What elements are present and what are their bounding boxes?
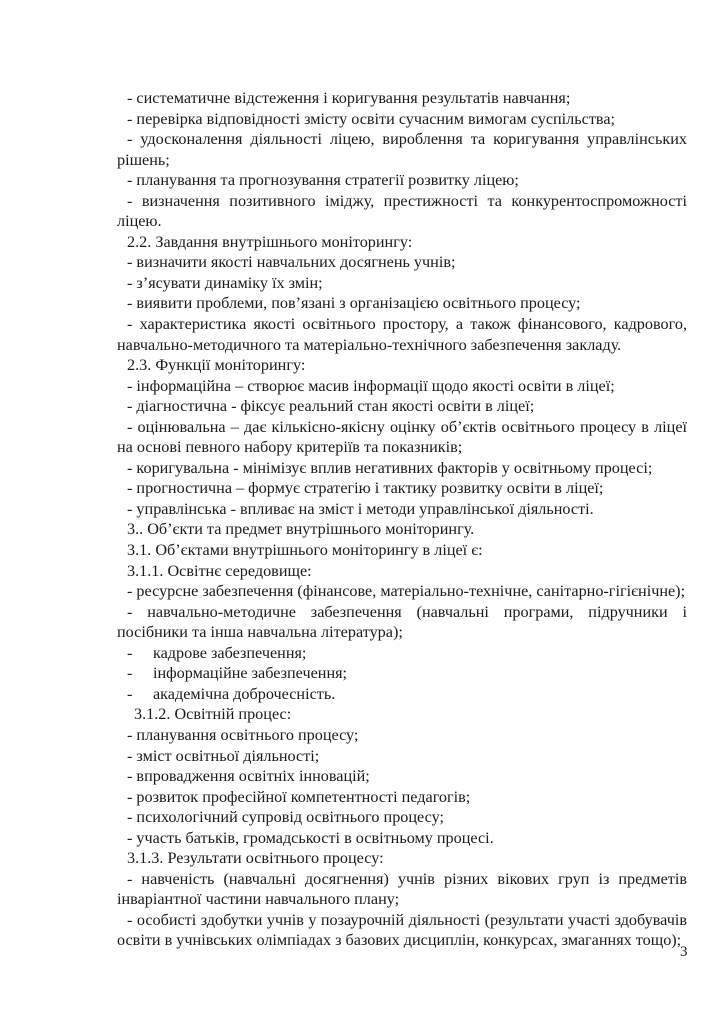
list-item: - інформаційна – створює масив інформації щодо якості освіти в ліцеї; [127,376,615,395]
list-item: - коригувальна - мінімізує вплив негативних факторів у освітньому процесі; [127,458,653,477]
list-item: - перевірка відповідності змісту освіти сучасним вимогам суспільства; [127,109,616,128]
list-item-text: академічна доброчесність. [153,684,336,703]
list-item-text: кадрове забезпечення; [153,643,307,662]
list-item-text: інформаційне забезпечення; [153,664,348,683]
list-item: - діагностична - фіксує реальний стан якості освіти в ліцеї; [127,397,535,416]
list-item: - виявити проблеми, пов’язані з організацією освітнього процесу; [127,294,581,313]
list-item: - характеристика якості освітнього простору, а також фінансового, кадрового, навчально-методичного та матеріально-технічного забезпечення закладу. [117,315,687,354]
list-item: - особисті здобутки учнів у позаурочній діяльності (результати участі здобувачів освіти в учнівських олімпіадах з базових дисциплін, конкурсах, змаганнях тощо); [117,910,687,950]
list-item [127,663,687,684]
list-item: - з’ясувати динаміку їх змін; [127,273,323,292]
list-item: - систематичне відстеження і коригування результатів навчання; [127,89,571,107]
section-heading-2-3: 2.3. Функції моніторингу: [127,356,306,375]
list-item: - участь батьків, громадськості в освітньому процесі. [127,828,494,847]
list-item: - зміст освітньої діяльності; [127,746,320,765]
subsection-heading-3-1-1: 3.1.1. Освітнє середовище: [127,561,312,580]
subsection-heading-3-1-3: 3.1.3. Результати освітнього процесу: [127,849,384,868]
dash-bullet: - [127,664,133,683]
subsection-heading-3-1-2: 3.1.2. Освітній процес: [134,705,292,724]
section-heading-2-2: 2.2. Завдання внутрішнього моніторингу: [127,232,413,251]
list-item: - психологічний супровід освітнього процесу; [127,808,444,827]
page-number: 3 [680,944,688,960]
list-item: - управлінська - впливає на зміст і методи управлінської діяльності. [127,499,594,518]
list-item: - визначити якості навчальних досягнень учнів; [127,253,456,272]
document-page [117,88,687,951]
list-item: - навченість (навчальні досягнення) учнів різних вікових груп із предметів інваріантної частини навчального плану; [117,869,687,909]
list-item: - планування та прогнозування стратегії розвитку ліцею; [127,171,519,190]
list-item: - впровадження освітніх інновацій; [127,767,370,786]
section-heading-3: 3.. Об’єкти та предмет внутрішнього моніторингу. [127,520,475,539]
dash-bullet: - [127,643,133,662]
list-item: - удосконалення діяльності ліцею, вироблення та коригування управлінських рішень; [117,130,687,169]
list-item: - розвиток професійної компетентності педагогів; [127,787,471,806]
list-item: - оцінювальна – дає кількісно-якісну оцінку об’єктів освітнього процесу в ліцеї на основі певного набору критеріїв та показників; [117,417,687,457]
list-item [127,684,687,705]
dash-list [117,643,687,705]
subsection-heading-3-1: 3.1. Об’єктами внутрішнього моніторингу в ліцеї є: [127,541,483,560]
list-item [127,643,687,664]
list-item: - ресурсне забезпечення (фінансове, матеріально-технічне, санітарно-гігієнічне); [127,582,686,601]
list-item: - прогностична – формує стратегію і тактику розвитку освіти в ліцеї; [127,479,604,498]
list-item: - планування освітнього процесу; [127,725,359,744]
list-item: - визначення позитивного іміджу, престижності та конкурентоспроможності ліцею. [117,191,687,231]
dash-bullet: - [127,684,133,703]
list-item: - навчально-методичне забезпечення (навчальні програми, підручники і посібники та інша навчальна література); [117,602,687,642]
